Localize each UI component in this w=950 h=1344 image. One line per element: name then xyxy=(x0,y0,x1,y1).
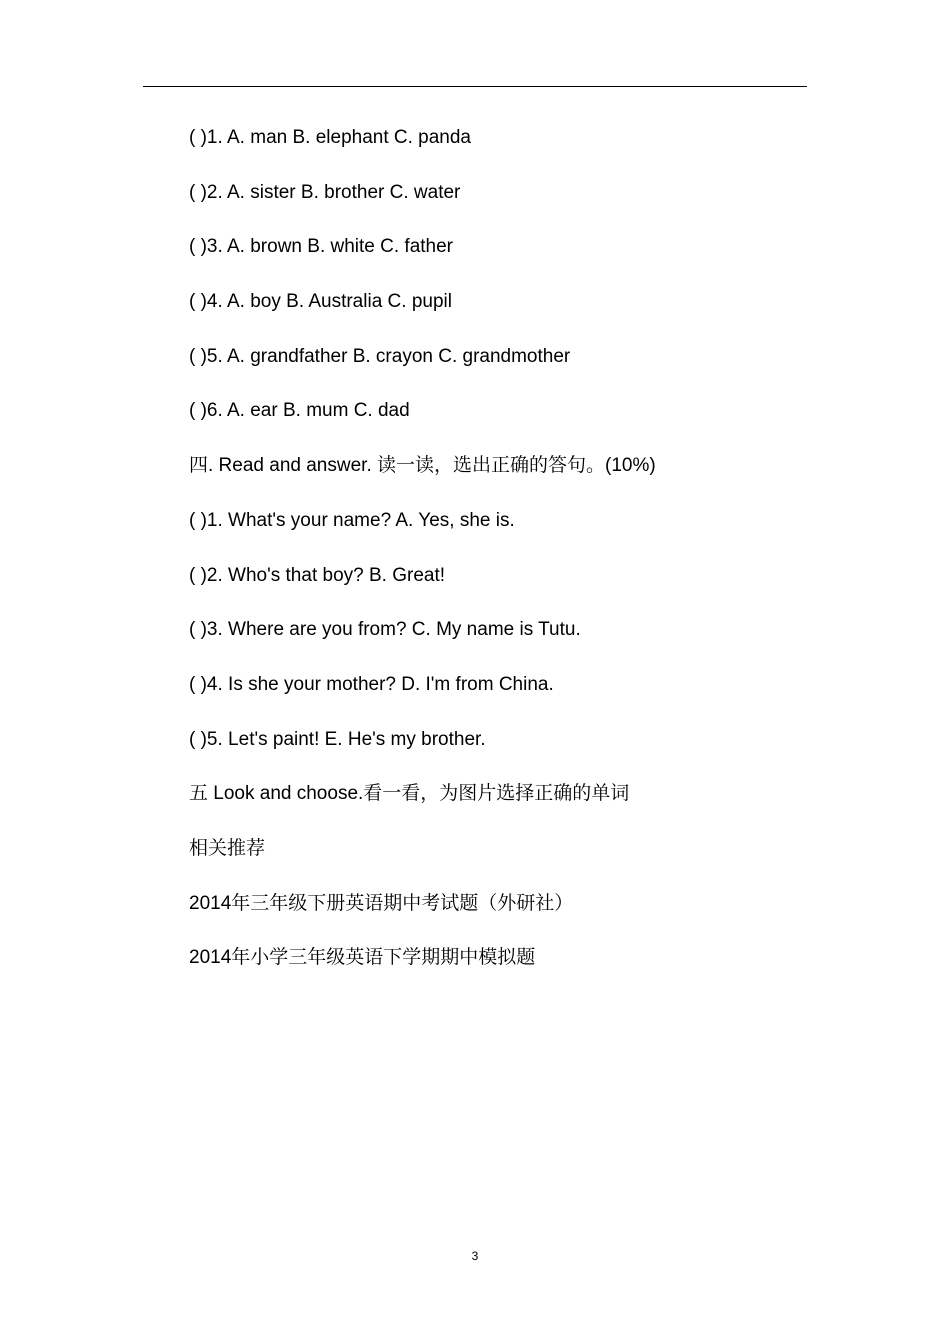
question-item: ( )4. A. boy B. Australia C. pupil xyxy=(189,291,452,313)
question-item: ( )1. What's your name? A. Yes, she is. xyxy=(189,509,515,531)
related-heading: 相关推荐 xyxy=(189,837,266,859)
related-link[interactable]: 2014年三年级下册英语期中考试题（外研社） xyxy=(189,892,574,914)
question-item: ( )3. Where are you from? C. My name is Tutu. xyxy=(189,619,581,641)
section-heading-look-and-choose: 五 Look and choose.看一看，为图片选择正确的单词 xyxy=(189,783,630,805)
related-link[interactable]: 2014年小学三年级英语下学期期中模拟题 xyxy=(189,947,536,969)
question-item: ( )2. A. sister B. brother C. water xyxy=(189,181,461,203)
document-body xyxy=(189,124,829,999)
question-item: ( )2. Who's that boy? B. Great! xyxy=(189,564,446,586)
header-rule xyxy=(143,86,807,87)
question-item: ( )5. Let's paint! E. He's my brother. xyxy=(189,728,486,750)
question-item: ( )4. Is she your mother? D. I'm from China. xyxy=(189,673,554,695)
section-heading-read-and-answer: 四. Read and answer. 读一读，选出正确的答句。(10%) xyxy=(189,455,656,477)
question-item: ( )6. A. ear B. mum C. dad xyxy=(189,400,410,422)
question-item: ( )5. A. grandfather B. crayon C. grandmother xyxy=(189,345,571,367)
question-item: ( )3. A. brown B. white C. father xyxy=(189,236,453,258)
page-number: 3 xyxy=(471,1249,479,1263)
question-item: ( )1. A. man B. elephant C. panda xyxy=(189,127,472,148)
